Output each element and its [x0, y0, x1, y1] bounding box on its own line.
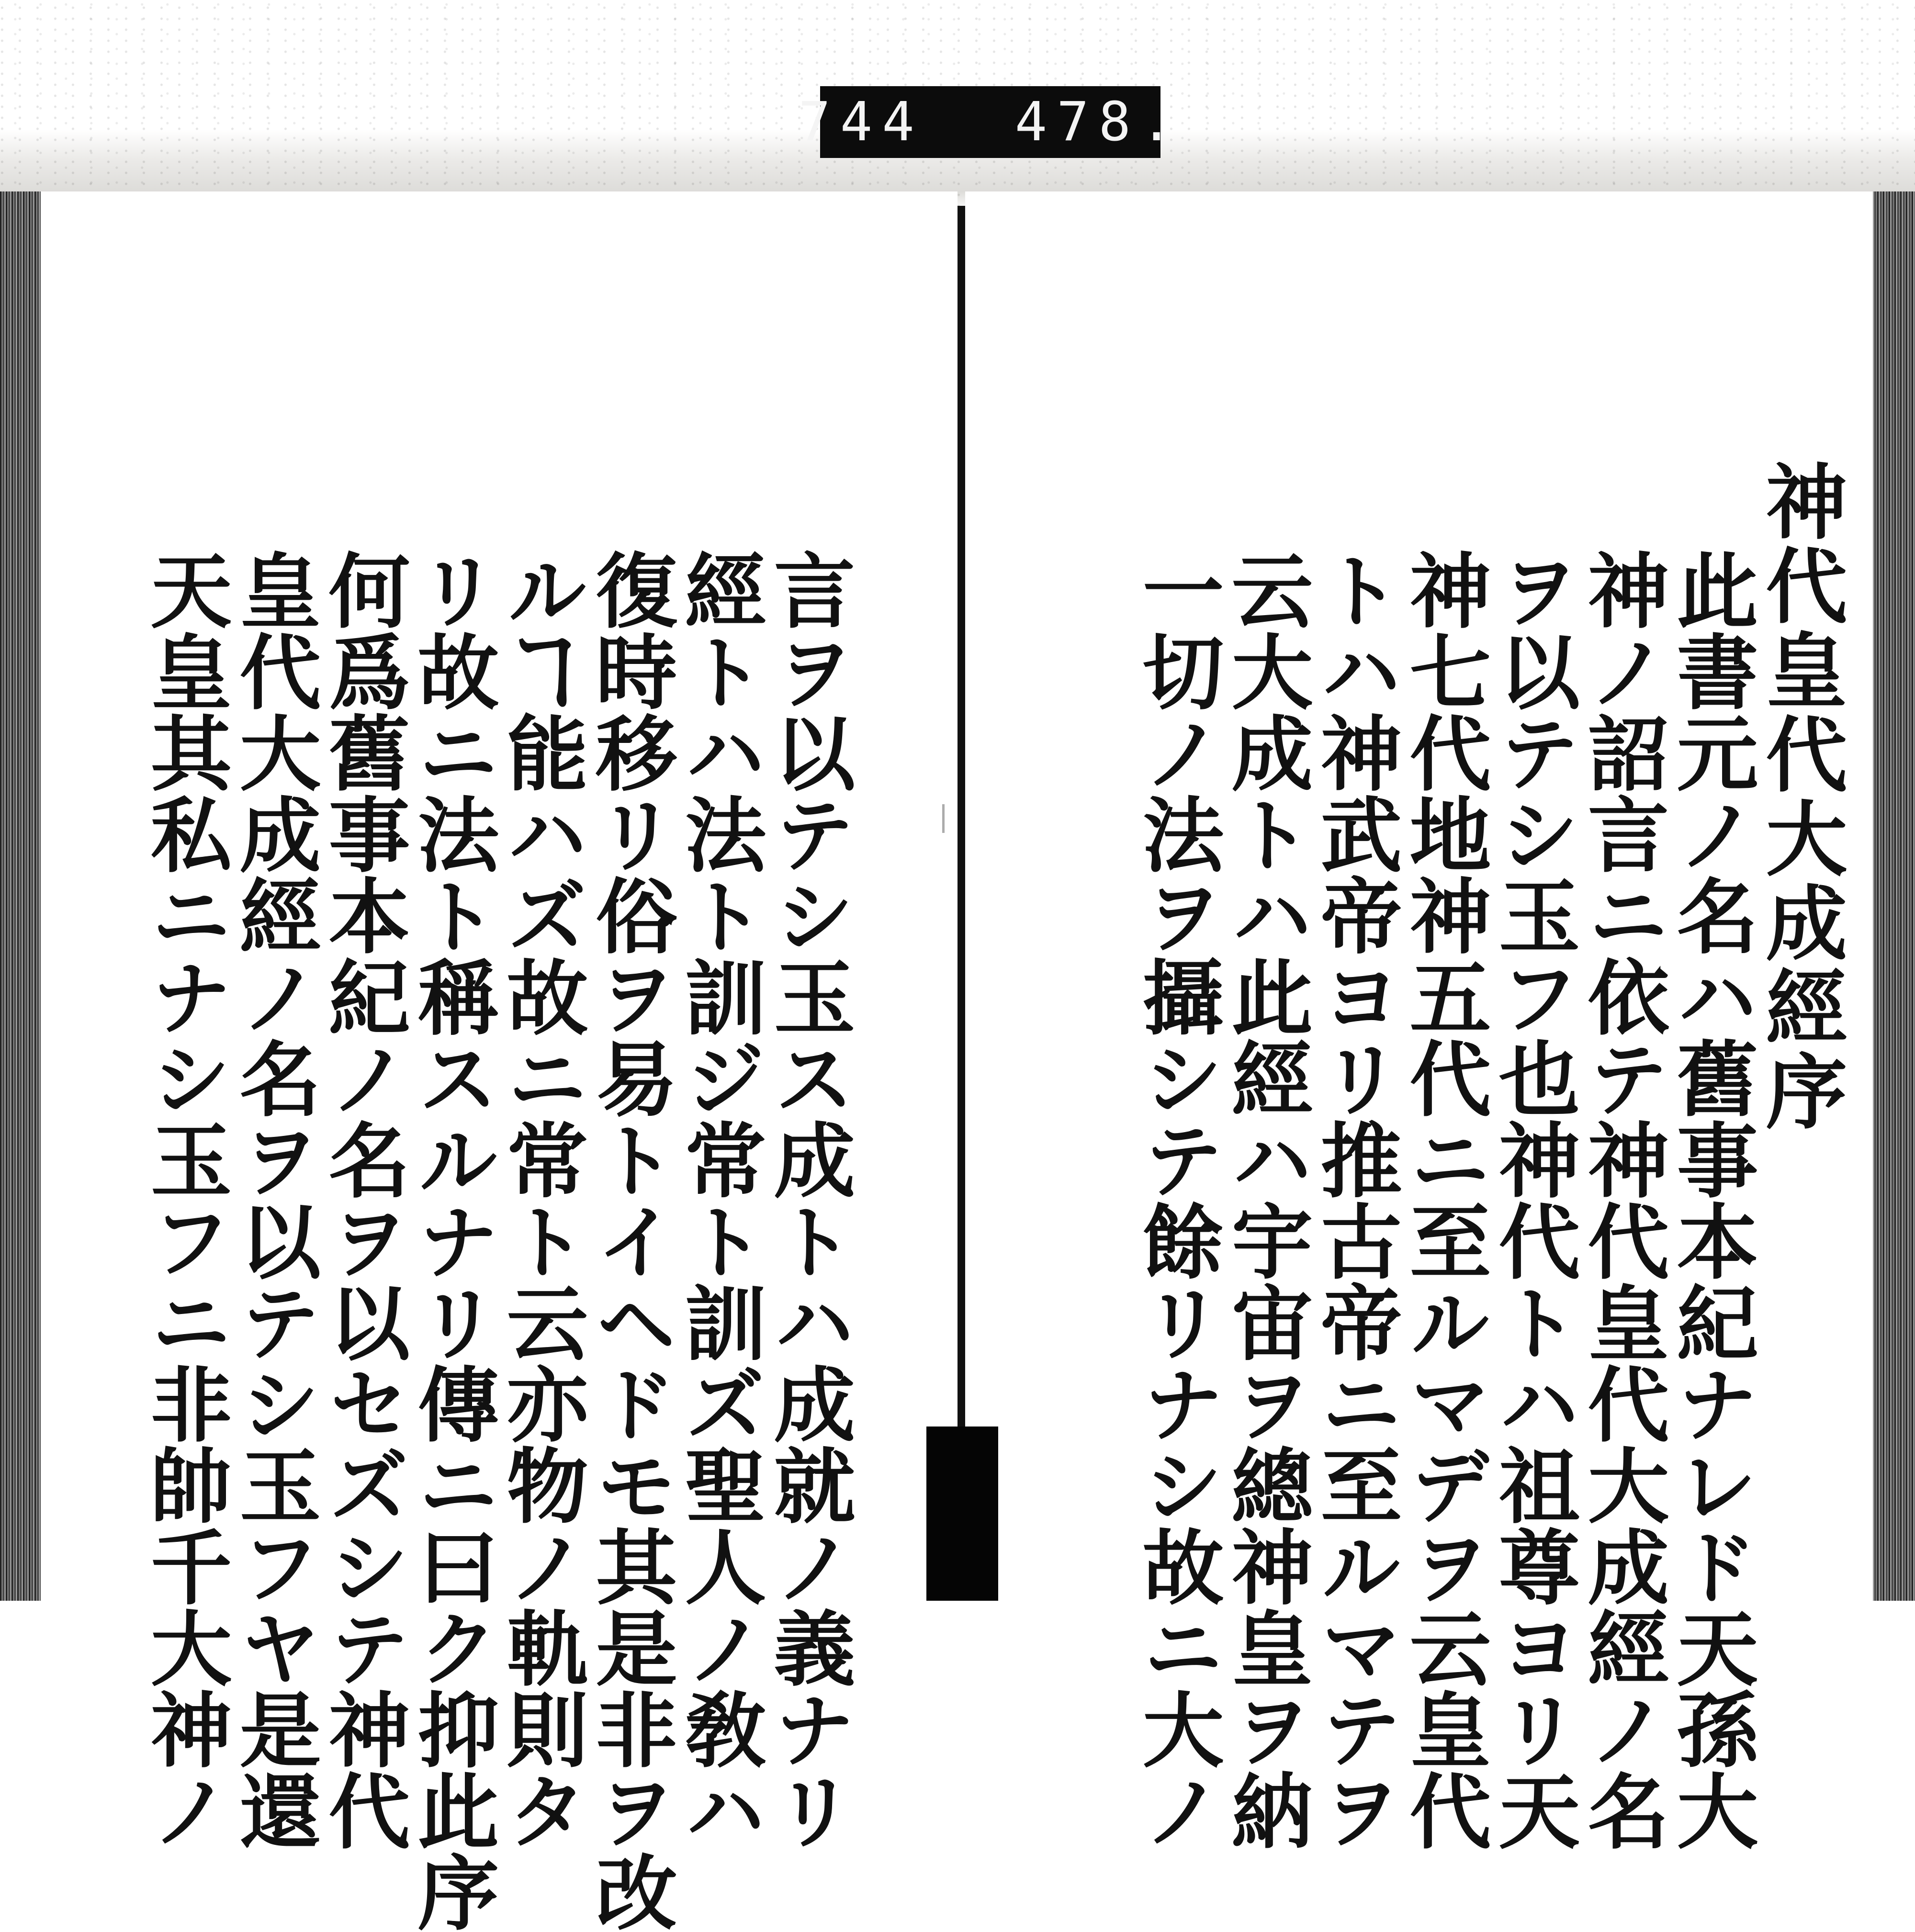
text-column: 此書元ノ名ハ舊事本紀ナレド天孫大 — [1663, 549, 1758, 1851]
scanner-strip — [0, 0, 1915, 206]
right-page — [965, 191, 1873, 1851]
page-edges-right — [1873, 191, 1915, 1601]
page-edges-left — [0, 191, 41, 1601]
text-column: 云大成トハ此經ハ宇宙ヲ總神皇ヲ納 — [1217, 549, 1313, 1851]
text-column: 神ノ詔言ニ依テ神代皇代大成經ノ名 — [1574, 549, 1669, 1851]
left-page — [41, 191, 958, 1932]
text-column: ヲ以テシ玉フ也神代トハ祖尊ヨリ天 — [1485, 549, 1580, 1851]
text-column: 復時移リ俗ヲ易トイヘドモ其是非ヲ改 — [582, 549, 677, 1932]
text-column: 皇代大成經ノ名ヲ以テシ玉フヤ是還 — [225, 549, 321, 1851]
text-column: リ故ニ法ト稱スルナリ傳ニ曰ク抑此序 — [404, 549, 499, 1932]
page-title: 神代皇代大成經序 — [1752, 460, 1847, 1134]
text-column: 何爲舊事本紀ノ名ヲ以セズシテ神代 — [315, 549, 410, 1851]
frame-number-label — [798, 86, 1183, 158]
book-spine — [958, 206, 965, 1601]
right-page-text — [1128, 460, 1847, 1851]
frame-number-left: 744 — [798, 91, 924, 153]
text-column: 一切ノ法ヲ攝シテ餘リナシ故ニ大ノ — [1128, 549, 1224, 1851]
frame-number-right: 478. — [1014, 91, 1183, 153]
text-column: 言ヲ以テシ玉ス成トハ成就ノ義ナリ — [760, 549, 856, 1851]
ink-mark — [942, 804, 945, 833]
text-column: トハ神武帝ヨリ推古帝ニ至ルマテヲ — [1307, 549, 1402, 1851]
spine-shadow — [926, 1427, 998, 1601]
text-column: ルヿ能ハズ故ニ常ト云亦物ノ軌則タ — [493, 549, 588, 1851]
text-column: 天皇其私ニナシ玉フニ非帥千大神ノ — [136, 549, 232, 1851]
text-column: 經トハ法ト訓ジ常ト訓ズ聖人ノ敎ハ — [671, 549, 766, 1851]
left-page-text — [136, 460, 856, 1932]
open-book — [0, 191, 1915, 1932]
text-column: 神七代地神五代ニ至ルマデヲ云皇代 — [1396, 549, 1491, 1851]
